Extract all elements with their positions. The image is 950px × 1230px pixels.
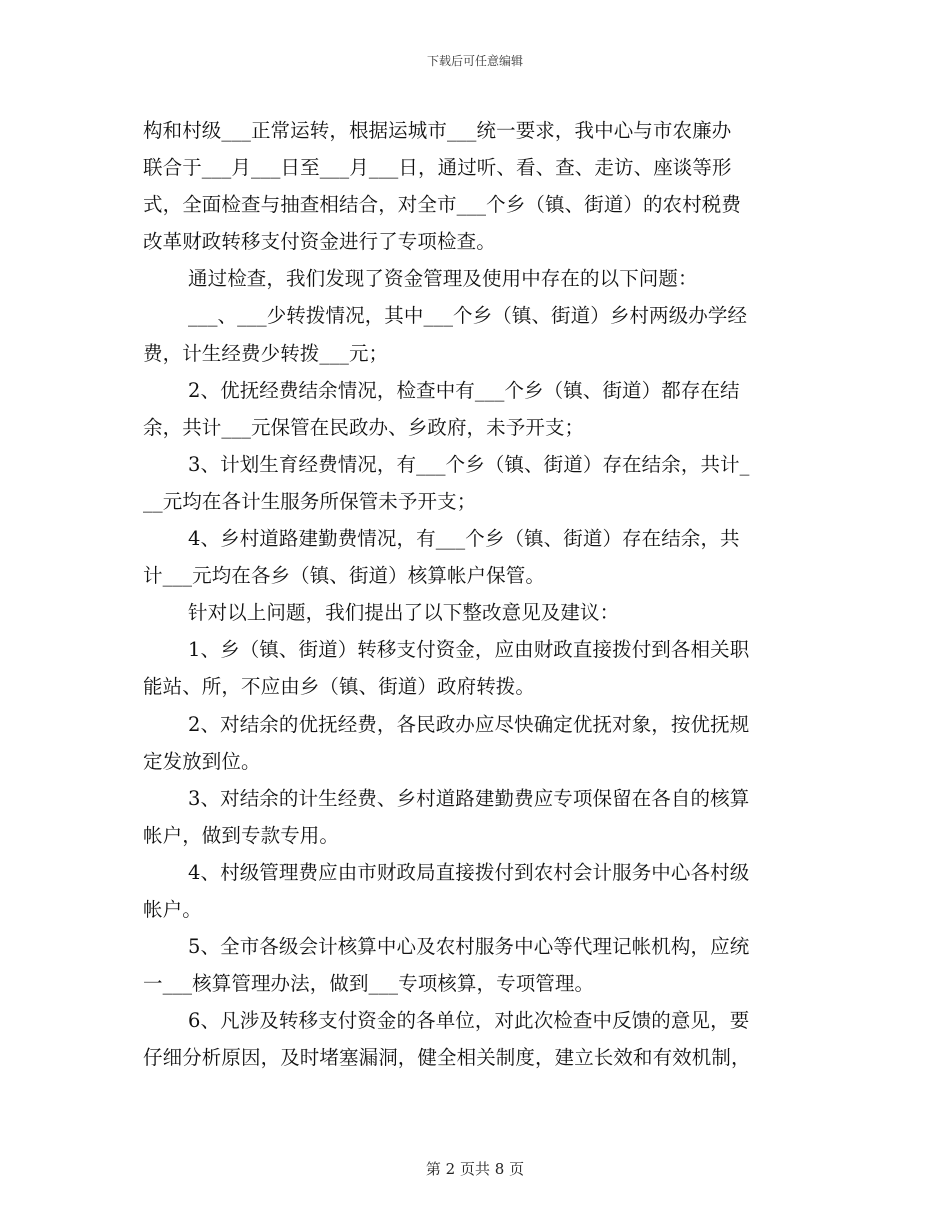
text-line: 通过检查，我们发现了资金管理及使用中存在的以下问题： (188, 267, 698, 291)
text-line: 2、对结余的优抚经费，各民政办应尽快确定优抚对象，按优抚规 (188, 712, 750, 736)
text-line: 余，共计___元保管在民政办、乡政府，未予开支； (143, 415, 585, 439)
text-line: 帐户。 (143, 897, 202, 921)
document-body (143, 112, 813, 1076)
text-line: 6、凡涉及转移支付资金的各单位，对此次检查中反馈的意见，要 (188, 1009, 750, 1033)
text-line: 帐户，做到专款专用。 (143, 823, 340, 847)
text-line: 2、优抚经费结余情况，检查中有___个乡（镇、街道）都存在结 (188, 378, 740, 402)
text-line: 构和村级___正常运转，根据运城市___统一要求，我中心与市农廉办 (143, 119, 732, 142)
text-line: 3、计划生育经费情况，有___个乡（镇、街道）存在结余，共计_ (188, 452, 750, 476)
text-line: 4、村级管理费应由市财政局直接拨付到农村会计服务中心各村级 (188, 860, 750, 884)
text-line: ___、___少转拨情况，其中___个乡（镇、街道）乡村两级办学经 (188, 304, 748, 328)
text-line: __元均在各计生服务所保管未予开支； (143, 489, 477, 513)
text-line: 一___核算管理办法，做到___专项核算，专项管理。 (143, 972, 595, 996)
page-number: 第 2 页共 8 页 (425, 1160, 525, 1178)
text-line: 定发放到位。 (143, 749, 261, 773)
text-line: 4、乡村道路建勤费情况，有___个乡（镇、街道）存在结余，共 (188, 527, 740, 551)
text-line: 计___元均在各乡（镇、街道）核算帐户保管。 (143, 564, 545, 588)
text-line: 5、全市各级会计核算中心及农村服务中心等代理记帐机构，应统 (188, 935, 750, 959)
text-line: 费，计生经费少转拨___元； (143, 341, 389, 365)
text-line: 1、乡（镇、街道）转移支付资金，应由财政直接拨付到各相关职 (188, 638, 750, 662)
page-header: 下载后可任意编辑 (426, 54, 523, 68)
text-line: 3、对结余的计生经费、乡村道路建勤费应专项保留在各自的核算 (188, 786, 750, 810)
text-line: 针对以上问题，我们提出了以下整改意见及建议： (188, 601, 620, 625)
text-line: 式，全面检查与抽查相结合，对全市___个乡（镇、街道）的农村税费 (143, 193, 741, 217)
text-line: 能站、所，不应由乡（镇、街道）政府转拨。 (143, 675, 536, 699)
text-line: 联合于___月___日至___月___日，通过听、看、查、走访、座谈等形 (143, 156, 732, 180)
text-line: 仔细分析原因，及时堵塞漏洞，健全相关制度，建立长效和有效机制， (143, 1046, 751, 1070)
text-line: 改革财政转移支付资金进行了专项检查。 (143, 230, 496, 254)
